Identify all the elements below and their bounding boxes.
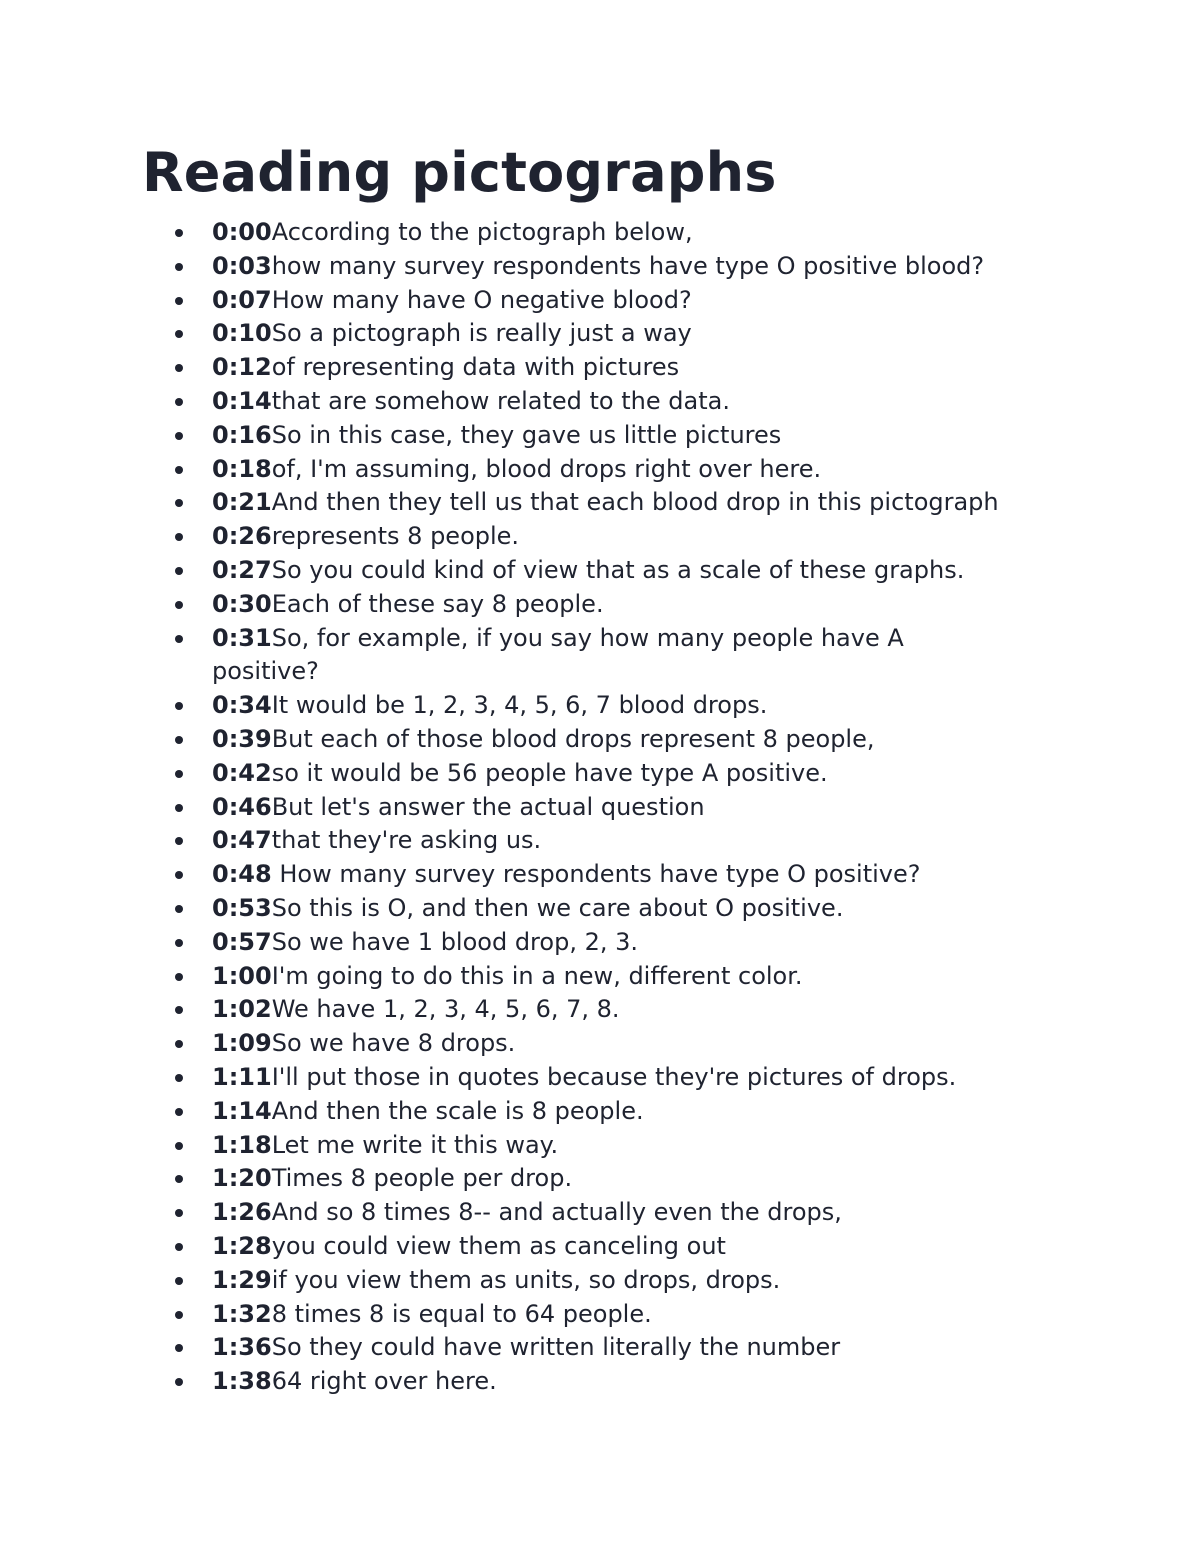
transcript-line — [172, 1331, 1072, 1365]
timestamp: 1:00 — [212, 961, 272, 990]
transcript-line — [172, 1365, 1072, 1399]
transcript-text: how many survey respondents have type O positive blood? — [271, 251, 985, 280]
transcript-line — [172, 351, 1072, 385]
timestamp: 1:29 — [212, 1265, 272, 1294]
transcript-text: 8 times 8 is equal to 64 people. — [271, 1299, 652, 1328]
bullet-icon — [175, 1108, 183, 1116]
timestamp: 0:47 — [212, 826, 272, 855]
transcript-line — [172, 858, 1072, 892]
transcript-text: represents 8 people. — [271, 522, 520, 551]
transcript-line — [172, 486, 1072, 520]
bullet-icon — [175, 1277, 183, 1285]
transcript-text: How many survey respondents have type O positive? — [271, 860, 921, 889]
bullet-icon — [175, 1006, 183, 1014]
bullet-icon — [175, 837, 183, 845]
timestamp: 0:26 — [212, 522, 272, 551]
transcript-text: And then they tell us that each blood drop in this pictograph — [271, 488, 999, 517]
transcript-line — [172, 250, 1072, 284]
page-title: Reading pictographs — [142, 141, 777, 204]
timestamp: 0:14 — [212, 386, 272, 415]
transcript-text: I'm going to do this in a new, different color. — [271, 961, 803, 990]
timestamp: 0:16 — [212, 420, 272, 449]
timestamp: 1:18 — [212, 1130, 272, 1159]
timestamp: 0:18 — [212, 454, 272, 483]
bullet-icon — [175, 871, 183, 879]
bullet-icon — [175, 1378, 183, 1386]
bullet-icon — [175, 533, 183, 541]
bullet-icon — [175, 1311, 183, 1319]
transcript-line — [172, 520, 1072, 554]
bullet-icon — [175, 736, 183, 744]
transcript-text: Times 8 people per drop. — [271, 1164, 573, 1193]
transcript-text: So this is O, and then we care about O positive. — [271, 893, 844, 922]
transcript-line — [172, 1298, 1072, 1332]
bullet-icon — [175, 702, 183, 710]
bullet-icon — [175, 567, 183, 575]
transcript-text: So they could have written literally the number — [271, 1333, 841, 1362]
timestamp: 0:42 — [212, 758, 272, 787]
bullet-icon — [175, 398, 183, 406]
bullet-icon — [175, 1209, 183, 1217]
transcript-text: 64 right over here. — [271, 1367, 497, 1396]
transcript-line — [172, 723, 1072, 757]
bullet-icon — [175, 297, 183, 305]
timestamp: 0:10 — [212, 319, 272, 348]
transcript-line — [172, 689, 1072, 723]
bullet-icon — [175, 499, 183, 507]
transcript-line — [172, 453, 1072, 487]
transcript-line — [172, 1061, 1072, 1095]
timestamp: 1:26 — [212, 1198, 272, 1227]
transcript-line — [172, 993, 1072, 1027]
transcript-text: you could view them as canceling out — [271, 1231, 726, 1260]
transcript-text: Let me write it this way. — [271, 1130, 559, 1159]
transcript-line — [172, 284, 1072, 318]
bullet-icon — [175, 229, 183, 237]
transcript-line — [172, 216, 1072, 250]
bullet-icon — [175, 905, 183, 913]
bullet-icon — [175, 635, 183, 643]
transcript-text: if you view them as units, so drops, drops. — [271, 1265, 781, 1294]
timestamp: 1:11 — [212, 1062, 272, 1091]
bullet-icon — [175, 432, 183, 440]
timestamp: 1:36 — [212, 1333, 272, 1362]
transcript-text: that are somehow related to the data. — [271, 386, 730, 415]
transcript-text: I'll put those in quotes because they're pictures of drops. — [271, 1062, 957, 1091]
timestamp: 0:57 — [212, 927, 272, 956]
transcript-line — [172, 1095, 1072, 1129]
transcript-line — [172, 554, 1072, 588]
transcript-text: So, for example, if you say how many people have A positive? — [212, 623, 904, 686]
bullet-icon — [175, 770, 183, 778]
transcript-text: of representing data with pictures — [271, 353, 680, 382]
timestamp: 0:31 — [212, 623, 272, 652]
bullet-icon — [175, 1243, 183, 1251]
transcript-line — [172, 1129, 1072, 1163]
timestamp: 1:38 — [212, 1367, 272, 1396]
transcript-text: Each of these say 8 people. — [271, 589, 604, 618]
timestamp: 0:46 — [212, 792, 272, 821]
bullet-icon — [175, 1040, 183, 1048]
transcript-text: But each of those blood drops represent 8 people, — [271, 724, 875, 753]
timestamp: 1:28 — [212, 1231, 272, 1260]
transcript-line — [172, 791, 1072, 825]
transcript-line — [172, 622, 972, 690]
bullet-icon — [175, 1175, 183, 1183]
bullet-icon — [175, 330, 183, 338]
transcript-text: So in this case, they gave us little pictures — [271, 420, 782, 449]
timestamp: 0:39 — [212, 724, 272, 753]
timestamp: 0:12 — [212, 353, 272, 382]
bullet-icon — [175, 466, 183, 474]
timestamp: 0:27 — [212, 555, 272, 584]
transcript-text: So we have 1 blood drop, 2, 3. — [271, 927, 638, 956]
transcript-line — [172, 926, 1072, 960]
bullet-icon — [175, 1142, 183, 1150]
bullet-icon — [175, 973, 183, 981]
transcript-text: So you could kind of view that as a scale of these graphs. — [271, 555, 965, 584]
bullet-icon — [175, 1074, 183, 1082]
transcript-line — [172, 960, 1072, 994]
transcript-line — [172, 1162, 1072, 1196]
transcript-line — [172, 1196, 1072, 1230]
timestamp: 1:09 — [212, 1029, 272, 1058]
bullet-icon — [175, 1344, 183, 1352]
transcript-text: It would be 1, 2, 3, 4, 5, 6, 7 blood drops. — [271, 691, 768, 720]
timestamp: 0:07 — [212, 285, 272, 314]
bullet-icon — [175, 601, 183, 609]
bullet-icon — [175, 804, 183, 812]
transcript-line — [172, 588, 1072, 622]
transcript-line — [172, 1230, 1072, 1264]
transcript-text: so it would be 56 people have type A positive. — [271, 758, 828, 787]
transcript-text: And then the scale is 8 people. — [271, 1096, 644, 1125]
timestamp: 0:34 — [212, 691, 272, 720]
bullet-icon — [175, 263, 183, 271]
timestamp: 1:14 — [212, 1096, 272, 1125]
timestamp: 0:30 — [212, 589, 272, 618]
transcript-text: But let's answer the actual question — [271, 792, 705, 821]
transcript-line — [172, 419, 1072, 453]
transcript-line — [172, 1264, 1072, 1298]
timestamp: 1:02 — [212, 995, 272, 1024]
transcript-text: So a pictograph is really just a way — [271, 319, 692, 348]
timestamp: 0:03 — [212, 251, 272, 280]
timestamp: 0:53 — [212, 893, 272, 922]
transcript-text: According to the pictograph below, — [271, 218, 693, 246]
bullet-icon — [175, 364, 183, 372]
transcript-line — [172, 385, 1072, 419]
timestamp: 1:32 — [212, 1299, 272, 1328]
timestamp: 0:21 — [212, 488, 272, 517]
transcript-line — [172, 757, 1072, 791]
transcript-text: How many have O negative blood? — [271, 285, 692, 314]
transcript-text: And so 8 times 8-- and actually even the drops, — [271, 1198, 842, 1227]
transcript-line — [172, 824, 1072, 858]
transcript-text: that they're asking us. — [271, 826, 542, 855]
timestamp: 1:20 — [212, 1164, 272, 1193]
transcript-line — [172, 1027, 1072, 1061]
transcript-text: of, I'm assuming, blood drops right over here. — [271, 454, 822, 483]
transcript-text: We have 1, 2, 3, 4, 5, 6, 7, 8. — [271, 995, 620, 1024]
transcript-line — [172, 892, 1072, 926]
transcript-line — [172, 317, 1072, 351]
transcript-text: So we have 8 drops. — [271, 1029, 516, 1058]
timestamp: 0:48 — [212, 860, 272, 889]
transcript-list — [172, 216, 1072, 1399]
bullet-icon — [175, 939, 183, 947]
timestamp: 0:00 — [212, 218, 272, 246]
